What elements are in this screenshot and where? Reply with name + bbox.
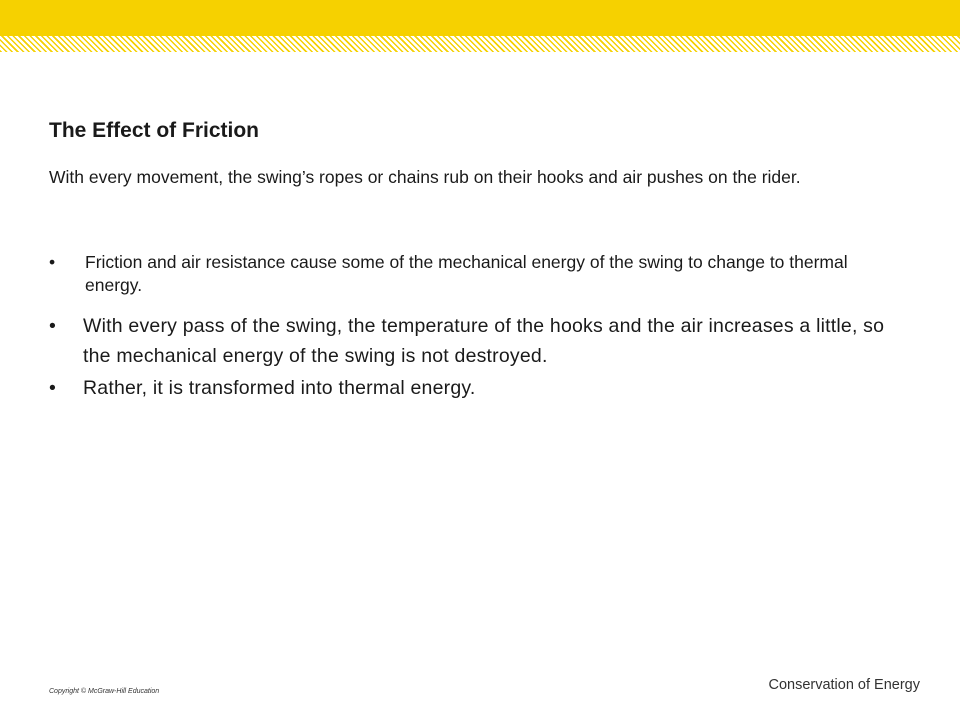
bullet-item [49,311,909,371]
bullet-text: Rather, it is transformed into thermal energy. [83,377,476,399]
bullet-item [49,251,909,297]
bullet-text: With every pass of the swing, the temperature of the hooks and the air increases a little, so the mechanical energy of the swing is not destroyed. [83,315,885,367]
bullet-item [49,375,909,401]
bullet-marker: • [49,252,56,272]
slide-title: The Effect of Friction [49,119,259,142]
bullet-marker: • [49,315,57,337]
intro-paragraph: With every movement, the swing’s ropes or chains rub on their hooks and air pushes on the rider. [49,167,801,187]
header-accent-band [0,0,960,36]
copyright-notice: Copyright © McGraw-Hill Education [49,688,160,695]
bullet-marker: • [49,377,57,399]
footer-section-title: Conservation of Energy [768,677,920,693]
header-hatch-pattern [0,36,960,52]
bullet-text: Friction and air resistance cause some of the mechanical energy of the swing to change to thermal energy. [85,252,848,295]
